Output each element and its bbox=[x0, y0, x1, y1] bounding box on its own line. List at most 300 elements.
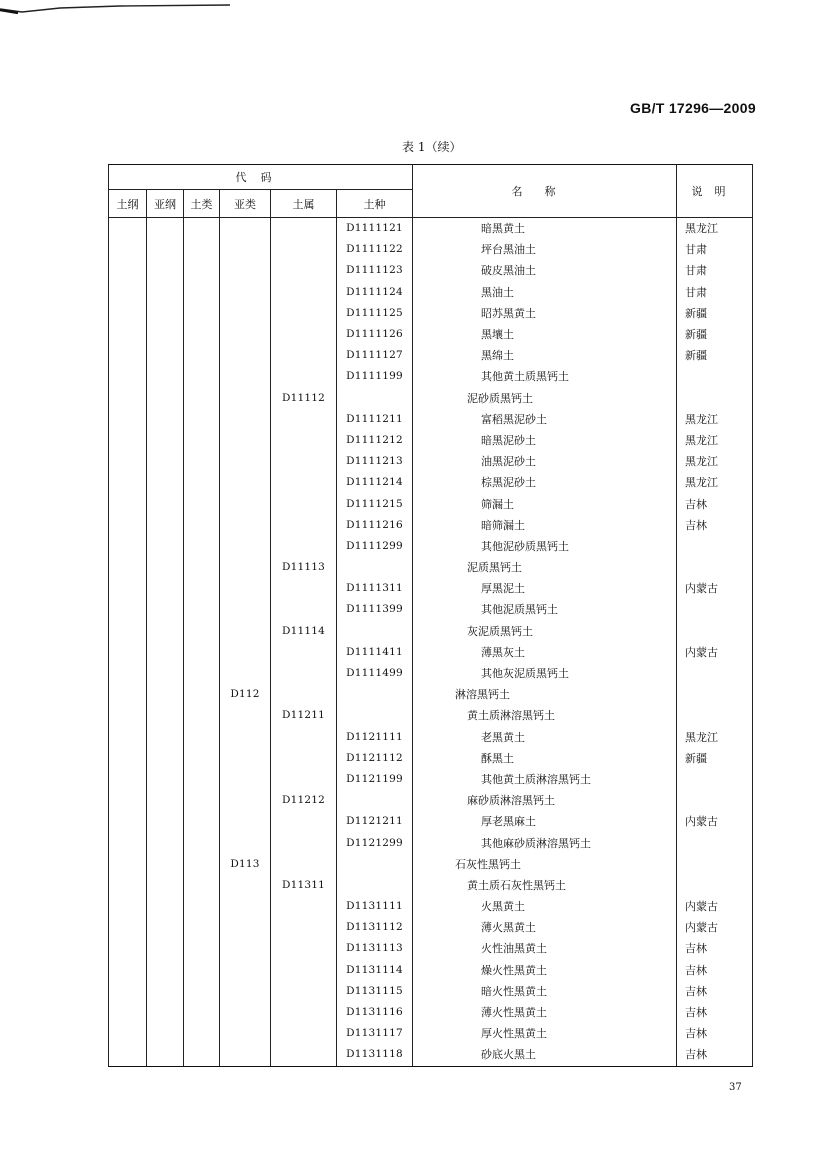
yalei-cell bbox=[220, 599, 271, 620]
yagang-cell bbox=[147, 960, 184, 981]
tushu-cell bbox=[271, 1002, 337, 1023]
yalei-cell bbox=[220, 218, 271, 240]
tulei-cell bbox=[184, 748, 220, 769]
table-row bbox=[109, 790, 753, 811]
table-row bbox=[109, 557, 753, 578]
note-cell: 吉林 bbox=[677, 1044, 753, 1066]
note-cell: 吉林 bbox=[677, 1023, 753, 1044]
name-cell: 暗筛漏土 bbox=[413, 515, 677, 536]
tulei-cell bbox=[184, 324, 220, 345]
note-cell: 甘肃 bbox=[677, 282, 753, 303]
name-cell: 昭苏黑黄土 bbox=[413, 303, 677, 324]
yagang-cell bbox=[147, 324, 184, 345]
tugang-cell bbox=[109, 981, 147, 1002]
yagang-cell bbox=[147, 578, 184, 599]
header-tugang: 土纲 bbox=[109, 190, 147, 218]
name-cell: 薄火黑黄土 bbox=[413, 917, 677, 938]
yagang-cell bbox=[147, 599, 184, 620]
table-row bbox=[109, 705, 753, 726]
table-row bbox=[109, 1002, 753, 1023]
name-cell: 泥砂质黑钙土 bbox=[413, 388, 677, 409]
tulei-cell bbox=[184, 981, 220, 1002]
name-cell: 厚火性黑黄土 bbox=[413, 1023, 677, 1044]
table-row bbox=[109, 536, 753, 557]
table-row bbox=[109, 896, 753, 917]
yagang-cell bbox=[147, 493, 184, 514]
yalei-cell bbox=[220, 578, 271, 599]
note-cell: 新疆 bbox=[677, 324, 753, 345]
table-row bbox=[109, 409, 753, 430]
yagang-cell bbox=[147, 705, 184, 726]
yagang-cell bbox=[147, 981, 184, 1002]
table-row bbox=[109, 832, 753, 853]
tuzhong-cell: D1121299 bbox=[337, 832, 413, 853]
note-cell: 黑龙江 bbox=[677, 472, 753, 493]
note-cell: 黑龙江 bbox=[677, 727, 753, 748]
yalei-cell bbox=[220, 472, 271, 493]
tushu-cell bbox=[271, 642, 337, 663]
tulei-cell bbox=[184, 536, 220, 557]
tulei-cell bbox=[184, 875, 220, 896]
yalei-cell bbox=[220, 557, 271, 578]
yalei-cell bbox=[220, 388, 271, 409]
yalei-cell bbox=[220, 960, 271, 981]
yalei-cell bbox=[220, 260, 271, 281]
name-cell: 酥黑土 bbox=[413, 748, 677, 769]
tugang-cell bbox=[109, 345, 147, 366]
tushu-cell bbox=[271, 515, 337, 536]
tuzhong-cell: D1121111 bbox=[337, 727, 413, 748]
tushu-cell bbox=[271, 769, 337, 790]
tuzhong-cell bbox=[337, 684, 413, 705]
tuzhong-cell bbox=[337, 875, 413, 896]
yagang-cell bbox=[147, 1023, 184, 1044]
note-cell: 吉林 bbox=[677, 493, 753, 514]
note-cell bbox=[677, 769, 753, 790]
table-row bbox=[109, 324, 753, 345]
yalei-cell bbox=[220, 938, 271, 959]
tushu-cell: D11212 bbox=[271, 790, 337, 811]
name-cell: 厚老黑麻土 bbox=[413, 811, 677, 832]
soil-code-table bbox=[108, 164, 753, 1067]
yalei-cell bbox=[220, 345, 271, 366]
name-cell: 其他灰泥质黑钙土 bbox=[413, 663, 677, 684]
name-cell: 黄土质石灰性黑钙土 bbox=[413, 875, 677, 896]
tushu-cell bbox=[271, 282, 337, 303]
yagang-cell bbox=[147, 366, 184, 387]
tuzhong-cell: D1111299 bbox=[337, 536, 413, 557]
tuzhong-cell: D1131111 bbox=[337, 896, 413, 917]
tugang-cell bbox=[109, 303, 147, 324]
table-row bbox=[109, 282, 753, 303]
yagang-cell bbox=[147, 1002, 184, 1023]
tulei-cell bbox=[184, 260, 220, 281]
yagang-cell bbox=[147, 218, 184, 240]
tulei-cell bbox=[184, 578, 220, 599]
tugang-cell bbox=[109, 324, 147, 345]
tuzhong-cell: D1111214 bbox=[337, 472, 413, 493]
tuzhong-cell: D1111499 bbox=[337, 663, 413, 684]
yalei-cell bbox=[220, 409, 271, 430]
tugang-cell bbox=[109, 896, 147, 917]
note-cell bbox=[677, 854, 753, 875]
tuzhong-cell: D1131117 bbox=[337, 1023, 413, 1044]
tuzhong-cell: D1111122 bbox=[337, 239, 413, 260]
yalei-cell bbox=[220, 515, 271, 536]
tuzhong-cell: D1111123 bbox=[337, 260, 413, 281]
tulei-cell bbox=[184, 282, 220, 303]
tushu-cell bbox=[271, 260, 337, 281]
yagang-cell bbox=[147, 303, 184, 324]
tulei-cell bbox=[184, 938, 220, 959]
tugang-cell bbox=[109, 938, 147, 959]
yagang-cell bbox=[147, 621, 184, 642]
yalei-cell bbox=[220, 451, 271, 472]
tugang-cell bbox=[109, 260, 147, 281]
yagang-cell bbox=[147, 917, 184, 938]
yalei-cell bbox=[220, 1044, 271, 1066]
yalei-cell: D112 bbox=[220, 684, 271, 705]
note-cell: 甘肃 bbox=[677, 260, 753, 281]
table-row bbox=[109, 451, 753, 472]
note-cell bbox=[677, 621, 753, 642]
name-cell: 破皮黑油土 bbox=[413, 260, 677, 281]
yagang-cell bbox=[147, 727, 184, 748]
yalei-cell bbox=[220, 748, 271, 769]
name-cell: 薄火性黑黄土 bbox=[413, 1002, 677, 1023]
tugang-cell bbox=[109, 832, 147, 853]
tushu-cell bbox=[271, 854, 337, 875]
tulei-cell bbox=[184, 854, 220, 875]
tuzhong-cell: D1131118 bbox=[337, 1044, 413, 1066]
table-row bbox=[109, 917, 753, 938]
table-row bbox=[109, 875, 753, 896]
tushu-cell bbox=[271, 472, 337, 493]
tushu-cell bbox=[271, 239, 337, 260]
yagang-cell bbox=[147, 642, 184, 663]
name-cell: 坪台黑油土 bbox=[413, 239, 677, 260]
yagang-cell bbox=[147, 536, 184, 557]
name-cell: 火性油黑黄土 bbox=[413, 938, 677, 959]
yalei-cell bbox=[220, 282, 271, 303]
header-yagang: 亚纲 bbox=[147, 190, 184, 218]
table-row bbox=[109, 938, 753, 959]
tugang-cell bbox=[109, 769, 147, 790]
yalei-cell bbox=[220, 430, 271, 451]
tulei-cell bbox=[184, 239, 220, 260]
note-cell: 内蒙古 bbox=[677, 578, 753, 599]
tugang-cell bbox=[109, 430, 147, 451]
yalei-cell: D113 bbox=[220, 854, 271, 875]
tuzhong-cell bbox=[337, 557, 413, 578]
table-row bbox=[109, 472, 753, 493]
tuzhong-cell bbox=[337, 621, 413, 642]
table-row bbox=[109, 663, 753, 684]
note-cell bbox=[677, 875, 753, 896]
tushu-cell bbox=[271, 493, 337, 514]
table-row bbox=[109, 960, 753, 981]
note-cell: 吉林 bbox=[677, 960, 753, 981]
yalei-cell bbox=[220, 663, 271, 684]
tushu-cell: D11211 bbox=[271, 705, 337, 726]
table-row bbox=[109, 430, 753, 451]
yagang-cell bbox=[147, 663, 184, 684]
yalei-cell bbox=[220, 727, 271, 748]
tugang-cell bbox=[109, 663, 147, 684]
yagang-cell bbox=[147, 282, 184, 303]
yalei-cell bbox=[220, 896, 271, 917]
tuzhong-cell: D1121199 bbox=[337, 769, 413, 790]
yalei-cell bbox=[220, 621, 271, 642]
name-cell: 暗黑泥砂土 bbox=[413, 430, 677, 451]
tushu-cell bbox=[271, 1044, 337, 1066]
yagang-cell bbox=[147, 557, 184, 578]
table-row bbox=[109, 260, 753, 281]
tulei-cell bbox=[184, 515, 220, 536]
tugang-cell bbox=[109, 557, 147, 578]
tuzhong-cell: D1131116 bbox=[337, 1002, 413, 1023]
tuzhong-cell: D1131114 bbox=[337, 960, 413, 981]
tugang-cell bbox=[109, 917, 147, 938]
tushu-cell bbox=[271, 578, 337, 599]
tulei-cell bbox=[184, 1002, 220, 1023]
tulei-cell bbox=[184, 366, 220, 387]
name-cell: 灰泥质黑钙土 bbox=[413, 621, 677, 642]
tulei-cell bbox=[184, 430, 220, 451]
table-row bbox=[109, 218, 753, 240]
yalei-cell bbox=[220, 303, 271, 324]
name-cell: 淋溶黑钙土 bbox=[413, 684, 677, 705]
name-cell: 砂底火黑土 bbox=[413, 1044, 677, 1066]
yagang-cell bbox=[147, 345, 184, 366]
note-cell: 黑龙江 bbox=[677, 218, 753, 240]
tugang-cell bbox=[109, 536, 147, 557]
yagang-cell bbox=[147, 854, 184, 875]
tuzhong-cell: D1111126 bbox=[337, 324, 413, 345]
name-cell: 富稻黑泥砂土 bbox=[413, 409, 677, 430]
yalei-cell bbox=[220, 239, 271, 260]
note-cell: 吉林 bbox=[677, 981, 753, 1002]
yalei-cell bbox=[220, 790, 271, 811]
note-cell: 甘肃 bbox=[677, 239, 753, 260]
tushu-cell bbox=[271, 896, 337, 917]
tushu-cell bbox=[271, 960, 337, 981]
yagang-cell bbox=[147, 451, 184, 472]
scan-artifact-line bbox=[0, 0, 230, 14]
tulei-cell bbox=[184, 663, 220, 684]
table-row bbox=[109, 578, 753, 599]
tulei-cell bbox=[184, 727, 220, 748]
table-row bbox=[109, 1023, 753, 1044]
table-row bbox=[109, 684, 753, 705]
tugang-cell bbox=[109, 1044, 147, 1066]
table-row bbox=[109, 388, 753, 409]
tushu-cell bbox=[271, 684, 337, 705]
tulei-cell bbox=[184, 642, 220, 663]
name-cell: 黑绵土 bbox=[413, 345, 677, 366]
yalei-cell bbox=[220, 366, 271, 387]
tugang-cell bbox=[109, 727, 147, 748]
note-cell: 新疆 bbox=[677, 748, 753, 769]
header-tulei: 土类 bbox=[184, 190, 220, 218]
tuzhong-cell: D1111121 bbox=[337, 218, 413, 240]
tulei-cell bbox=[184, 769, 220, 790]
yalei-cell bbox=[220, 1002, 271, 1023]
name-cell: 石灰性黑钙土 bbox=[413, 854, 677, 875]
tuzhong-cell: D1111124 bbox=[337, 282, 413, 303]
tushu-cell: D11112 bbox=[271, 388, 337, 409]
table-header bbox=[109, 165, 753, 218]
tuzhong-cell: D1111311 bbox=[337, 578, 413, 599]
yagang-cell bbox=[147, 684, 184, 705]
tushu-cell bbox=[271, 430, 337, 451]
yagang-cell bbox=[147, 515, 184, 536]
yagang-cell bbox=[147, 1044, 184, 1066]
table-row bbox=[109, 621, 753, 642]
tuzhong-cell: D1111212 bbox=[337, 430, 413, 451]
tushu-cell bbox=[271, 366, 337, 387]
tushu-cell bbox=[271, 727, 337, 748]
note-cell bbox=[677, 557, 753, 578]
tushu-cell bbox=[271, 536, 337, 557]
page-number: 37 bbox=[729, 1082, 742, 1093]
tugang-cell bbox=[109, 472, 147, 493]
tulei-cell bbox=[184, 1044, 220, 1066]
note-cell bbox=[677, 536, 753, 557]
note-cell: 新疆 bbox=[677, 303, 753, 324]
table-row bbox=[109, 727, 753, 748]
note-cell: 内蒙古 bbox=[677, 811, 753, 832]
table-row bbox=[109, 239, 753, 260]
tuzhong-cell: D1131112 bbox=[337, 917, 413, 938]
name-cell: 老黑黄土 bbox=[413, 727, 677, 748]
note-cell: 内蒙古 bbox=[677, 642, 753, 663]
name-cell: 油黑泥砂土 bbox=[413, 451, 677, 472]
tuzhong-cell: D1111127 bbox=[337, 345, 413, 366]
name-cell: 其他麻砂质淋溶黑钙土 bbox=[413, 832, 677, 853]
tulei-cell bbox=[184, 896, 220, 917]
yalei-cell bbox=[220, 642, 271, 663]
tushu-cell bbox=[271, 748, 337, 769]
tulei-cell bbox=[184, 218, 220, 240]
table-row bbox=[109, 854, 753, 875]
table-row bbox=[109, 748, 753, 769]
tulei-cell bbox=[184, 557, 220, 578]
name-cell: 棕黑泥砂土 bbox=[413, 472, 677, 493]
name-cell: 黑壤土 bbox=[413, 324, 677, 345]
tugang-cell bbox=[109, 960, 147, 981]
tulei-cell bbox=[184, 705, 220, 726]
tugang-cell bbox=[109, 218, 147, 240]
table-row bbox=[109, 515, 753, 536]
tushu-cell: D11114 bbox=[271, 621, 337, 642]
tuzhong-cell: D1121211 bbox=[337, 811, 413, 832]
tuzhong-cell: D1111399 bbox=[337, 599, 413, 620]
yalei-cell bbox=[220, 875, 271, 896]
note-cell: 内蒙古 bbox=[677, 917, 753, 938]
tugang-cell bbox=[109, 409, 147, 430]
tugang-cell bbox=[109, 621, 147, 642]
table-body bbox=[109, 218, 753, 1067]
note-cell bbox=[677, 366, 753, 387]
tuzhong-cell: D1131113 bbox=[337, 938, 413, 959]
tulei-cell bbox=[184, 599, 220, 620]
note-cell: 吉林 bbox=[677, 938, 753, 959]
tuzhong-cell: D1121112 bbox=[337, 748, 413, 769]
tugang-cell bbox=[109, 451, 147, 472]
tugang-cell bbox=[109, 493, 147, 514]
tugang-cell bbox=[109, 1023, 147, 1044]
table-row bbox=[109, 642, 753, 663]
header-tuzhong: 土种 bbox=[337, 190, 413, 218]
tulei-cell bbox=[184, 388, 220, 409]
tuzhong-cell: D1111215 bbox=[337, 493, 413, 514]
yagang-cell bbox=[147, 790, 184, 811]
tulei-cell bbox=[184, 493, 220, 514]
note-cell: 内蒙古 bbox=[677, 896, 753, 917]
yalei-cell bbox=[220, 1023, 271, 1044]
tuzhong-cell: D1111125 bbox=[337, 303, 413, 324]
tugang-cell bbox=[109, 854, 147, 875]
tushu-cell bbox=[271, 599, 337, 620]
tulei-cell bbox=[184, 960, 220, 981]
header-yalei: 亚类 bbox=[220, 190, 271, 218]
yagang-cell bbox=[147, 748, 184, 769]
tushu-cell bbox=[271, 1023, 337, 1044]
yagang-cell bbox=[147, 811, 184, 832]
standard-code: GB/T 17296—2009 bbox=[630, 100, 756, 116]
tugang-cell bbox=[109, 811, 147, 832]
yalei-cell bbox=[220, 832, 271, 853]
header-tushu: 土属 bbox=[271, 190, 337, 218]
tulei-cell bbox=[184, 832, 220, 853]
name-cell: 筛漏土 bbox=[413, 493, 677, 514]
tuzhong-cell: D1131115 bbox=[337, 981, 413, 1002]
yagang-cell bbox=[147, 260, 184, 281]
yalei-cell bbox=[220, 705, 271, 726]
tushu-cell bbox=[271, 917, 337, 938]
note-cell bbox=[677, 388, 753, 409]
tulei-cell bbox=[184, 790, 220, 811]
tugang-cell bbox=[109, 642, 147, 663]
tugang-cell bbox=[109, 578, 147, 599]
tushu-cell bbox=[271, 345, 337, 366]
tuzhong-cell: D1111213 bbox=[337, 451, 413, 472]
tugang-cell bbox=[109, 684, 147, 705]
tugang-cell bbox=[109, 748, 147, 769]
tugang-cell bbox=[109, 705, 147, 726]
yagang-cell bbox=[147, 409, 184, 430]
tushu-cell bbox=[271, 811, 337, 832]
yalei-cell bbox=[220, 324, 271, 345]
table-row bbox=[109, 599, 753, 620]
tuzhong-cell: D1111411 bbox=[337, 642, 413, 663]
yagang-cell bbox=[147, 769, 184, 790]
note-cell: 黑龙江 bbox=[677, 430, 753, 451]
tugang-cell bbox=[109, 388, 147, 409]
tugang-cell bbox=[109, 515, 147, 536]
name-cell: 麻砂质淋溶黑钙土 bbox=[413, 790, 677, 811]
yagang-cell bbox=[147, 430, 184, 451]
tulei-cell bbox=[184, 409, 220, 430]
note-cell bbox=[677, 705, 753, 726]
tulei-cell bbox=[184, 345, 220, 366]
tugang-cell bbox=[109, 790, 147, 811]
tuzhong-cell: D1111211 bbox=[337, 409, 413, 430]
yagang-cell bbox=[147, 938, 184, 959]
tushu-cell bbox=[271, 409, 337, 430]
name-cell: 火黑黄土 bbox=[413, 896, 677, 917]
